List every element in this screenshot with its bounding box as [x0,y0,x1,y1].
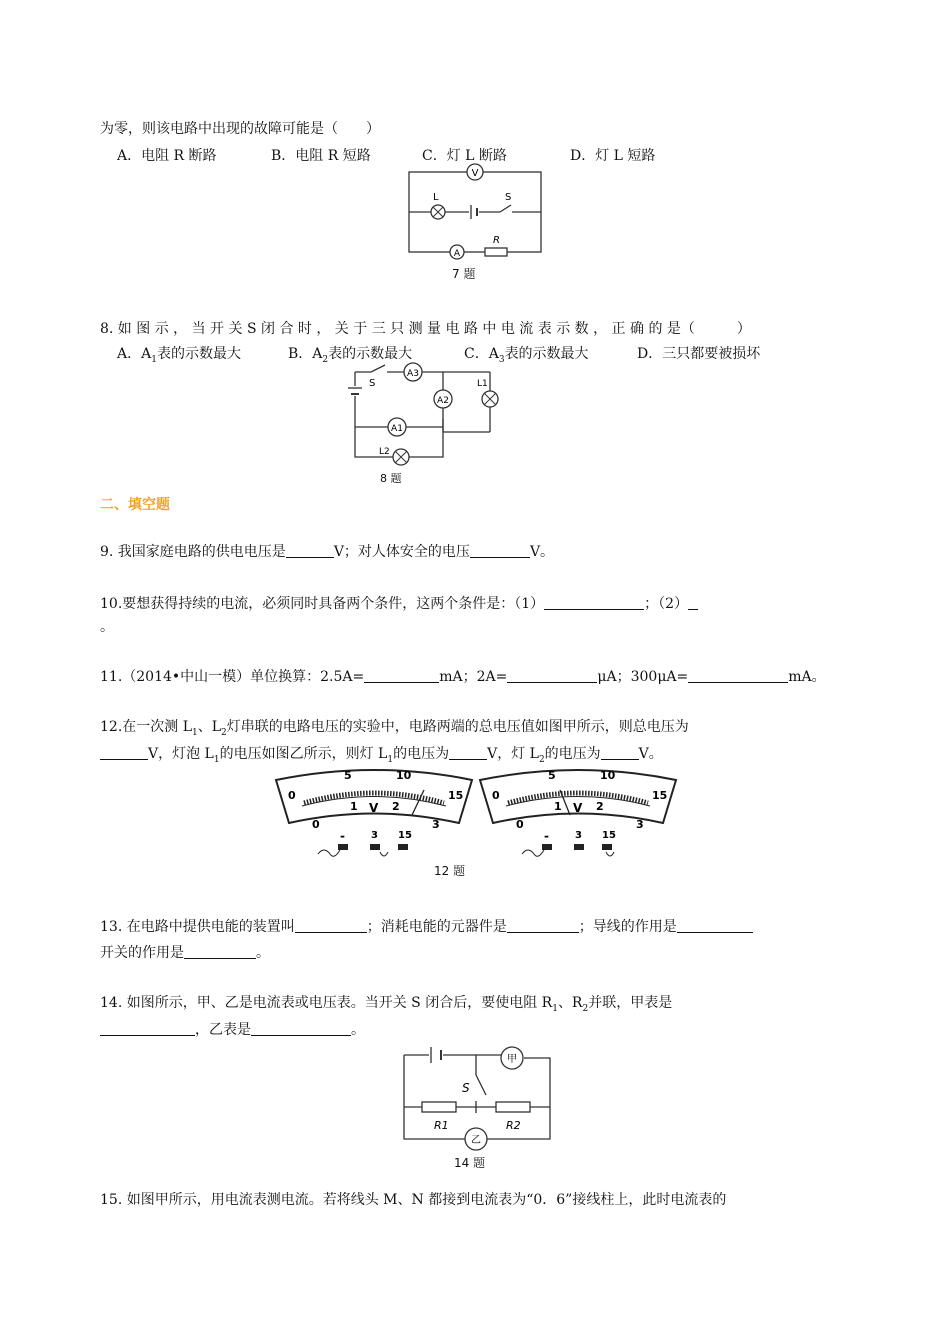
q10-blank-1[interactable] [544,595,644,610]
q13-line2: 开关的作用是 。 [100,945,270,961]
q7-option-d: D．灯 L 短路 [570,148,656,164]
q12-yi-lower-3: 3 [636,818,644,831]
q12-yi-upper-0: 0 [492,789,500,802]
q14-r2-label: R2 [506,1119,521,1132]
q12-yi-lower-1: 1 [554,800,562,813]
q12-voltmeter-jia [274,768,474,863]
q12-jia-upper-5: 5 [344,769,352,782]
q14-blank-2[interactable] [251,1021,351,1036]
q12-yi-upper-5: 5 [548,769,556,782]
q12-jia-lower-1: 1 [350,800,358,813]
q12-line2: V，灯泡 $L_1$的电压如图乙所示，则灯 $L_1$的电压为 V，灯 $L_2$的电压为 V。 [100,744,663,770]
q8-l1-label: L1 [477,379,488,389]
q7-stem-tail: 为零，则该电路中出现的故障可能是（ ） [100,121,380,137]
q7-option-c: C．灯 L 断路 [422,148,507,164]
q7-voltmeter-label: V [471,168,479,179]
q10-blank-2[interactable] [688,595,698,610]
q12-yi-upper-10: 10 [600,769,616,782]
q15-stem: 15. 如图甲所示，用电流表测电流。若将线头 M、N 都接到电流表为“0．6”接线柱上，此时电流表的 [100,1192,727,1208]
q12-yi-lower-0: 0 [516,818,524,831]
q12-jia-upper-0: 0 [288,789,296,802]
q8-stem: 8. 如 图 示 ， 当 开 关 S 闭 合 时 ， 关 于 三 只 测 量 电 路 中 电 流 表 示 数 ， 正 确 的 是（ ） [100,321,751,337]
q13-blank-3[interactable] [677,918,753,933]
q7-resistor-label: R [493,235,500,246]
q12-yi-lower-2: 2 [596,800,604,813]
q7-circuit-diagram [405,165,545,260]
q9: 9. 我国家庭电路的供电电压是 V；对人体安全的电压 V。 [100,544,555,560]
q12-yi-symbol: V [573,801,583,815]
q10: 10.要想获得持续的电流，必须同时具备两个条件，这两个条件是：（1） ；（2） [100,594,698,614]
q7-switch-label: S [505,192,512,203]
q7-option-b: B．电阻 R 短路 [271,148,371,164]
q11-blank-3[interactable] [688,668,788,683]
q14-circuit-diagram [396,1045,556,1150]
q12-voltmeter-yi [478,768,678,863]
q8-option-b: B．$A_2$表的示数最大 [288,346,413,365]
q13-line1: 13. 在电路中提供电能的装置叫 ；消耗电能的元器件是 ；导线的作用是 [100,917,753,937]
q12-figure-caption: 12 题 [434,864,466,878]
q8-a2-label: A2 [437,396,449,406]
q12-jia-terminal-3: 3 [371,830,378,841]
q12-yi-terminal-neg: - [544,829,549,843]
q11: 11.（2014•中山一模）单位换算：2.5A= mA；2A= μA；300μA= mA。 [100,669,826,685]
q12-jia-symbol: V [369,801,379,815]
q9-blank-1[interactable] [286,543,334,558]
q8-circuit-diagram [345,362,505,467]
q14-line2: ，乙表是 。 [100,1020,365,1040]
q9-blank-2[interactable] [470,543,530,558]
q12-jia-terminal-15: 15 [398,830,412,841]
section-heading-fill-in: 二、填空题 [100,497,170,513]
q12-jia-terminal-neg: - [340,829,345,843]
q8-option-a: A．$A_1$表的示数最大 [117,346,241,365]
q14-yi-label: 乙 [471,1135,481,1146]
q12-jia-upper-15: 15 [448,789,464,802]
q14-figure-caption: 14 题 [454,1156,486,1170]
q8-switch-label: S [369,378,376,389]
q11-blank-2[interactable] [507,668,597,683]
q8-option-d: D．三只都要被损坏 [637,346,761,362]
q8-figure-caption: 8 题 [380,472,402,485]
q12-jia-lower-3: 3 [432,818,440,831]
q12-jia-lower-2: 2 [392,800,400,813]
q13-blank-4[interactable] [184,944,256,959]
q7-option-a: A．电阻 R 断路 [117,148,217,164]
q14-jia-label: 甲 [507,1054,517,1065]
q12-blank-2[interactable] [449,745,487,760]
q12-jia-lower-0: 0 [312,818,320,831]
q8-a1-label: A1 [391,424,403,434]
q12-blank-1[interactable] [100,745,148,760]
q12-yi-terminal-15: 15 [602,830,616,841]
q13-blank-1[interactable] [295,918,367,933]
q8-option-c: C．$A_3$表的示数最大 [464,346,589,365]
q8-a3-label: A3 [407,369,419,379]
q7-lamp-label: L [433,192,439,203]
q11-blank-1[interactable] [364,668,439,683]
q12-yi-terminal-3: 3 [575,830,582,841]
q12-line1: 12.在一次测 $L_1$、$L_2$灯串联的电路电压的实验中，电路两端的总电压值如图甲所示，则总电压为 [100,719,689,738]
q14-blank-1[interactable] [100,1021,195,1036]
q7-figure-caption: 7 题 [452,267,476,281]
q14-r1-label: R1 [434,1119,449,1132]
q7-ammeter-label: A [453,249,461,259]
q13-blank-2[interactable] [507,918,579,933]
q12-blank-3[interactable] [601,745,639,760]
q10-end: 。 [100,619,114,635]
q14-line1: 14. 如图所示，甲、乙是电流表或电压表。当开关 S 闭合后，要使电阻 $R_1$、$R_2$并联，甲表是 [100,995,673,1014]
q14-switch-label: S [462,1081,470,1095]
q12-jia-upper-10: 10 [396,769,412,782]
q8-l2-label: L2 [379,447,390,457]
q12-yi-upper-15: 15 [652,789,668,802]
